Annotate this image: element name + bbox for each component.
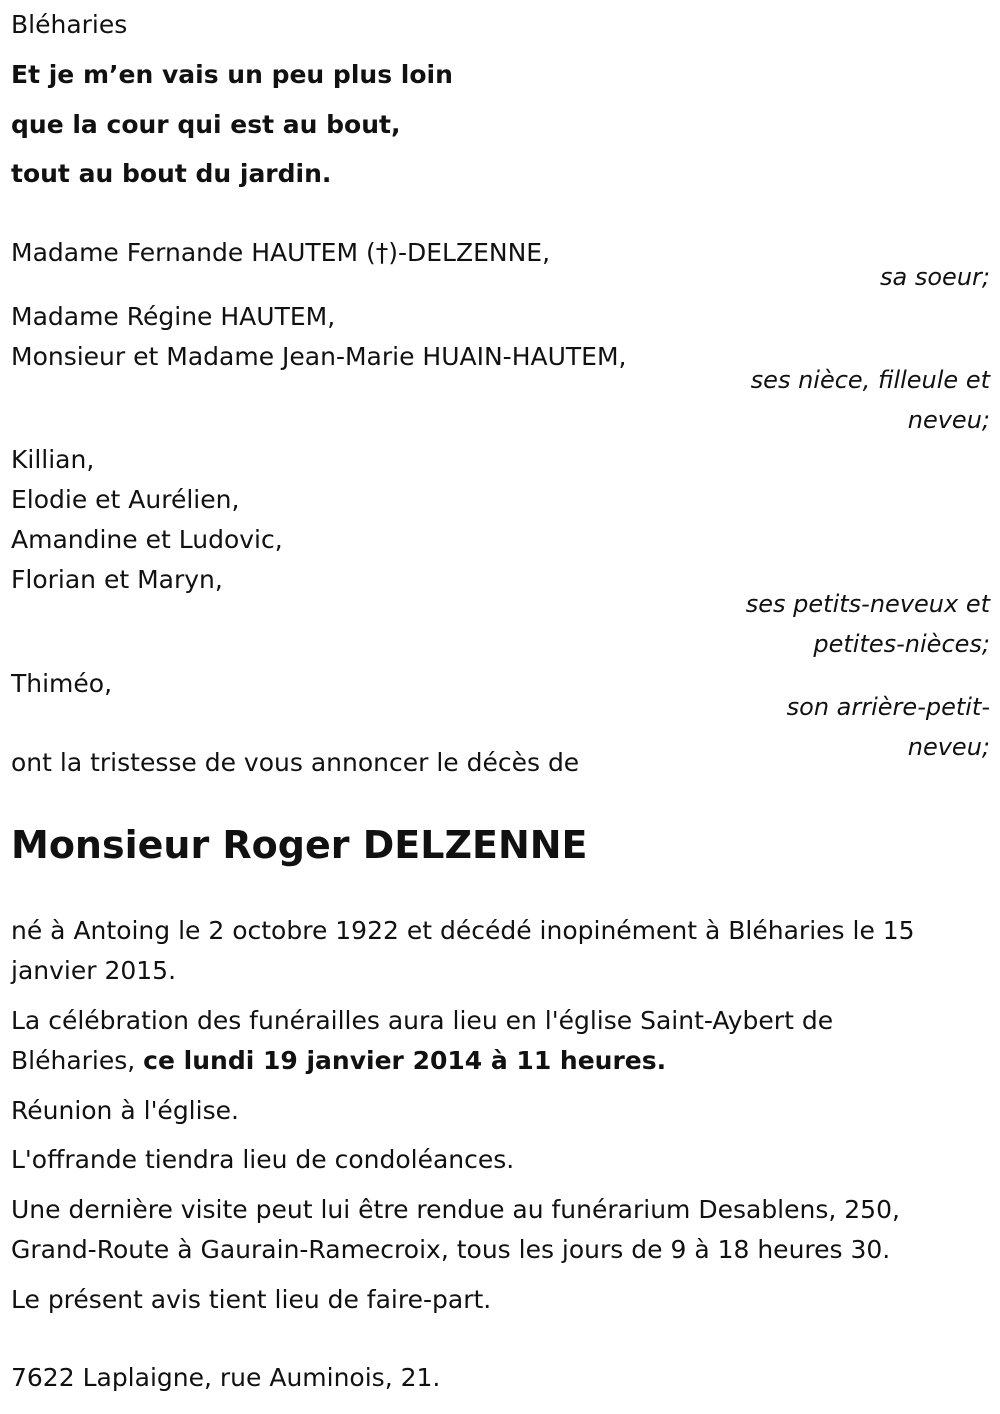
funeral-place: Bléharies, [11,1046,144,1075]
announcement-text: ont la tristesse de vous annoncer le décès de [11,748,580,777]
family-relation: neveu; [907,733,990,761]
address-line: 7622 Laplaigne, rue Auminois, 21. [11,1363,441,1392]
visit-line-1: Une dernière visite peut lui être rendue au funérarium Desablens, 250, [11,1195,900,1224]
deceased-name: Monsieur Roger DELZENNE [11,823,588,867]
family-name: Amandine et Ludovic, [11,525,283,554]
family-relation: neveu; [907,406,990,434]
funeral-date: ce lundi 19 janvier 2014 à 11 heures. [143,1046,667,1075]
family-relation: ses petits-neveux et [745,590,990,618]
family-name: Monsieur et Madame Jean-Marie HUAIN-HAUTEM, [11,342,627,371]
family-name: Madame Régine HAUTEM, [11,302,336,331]
family-relation: sa soeur; [880,263,990,291]
visit-line-2: Grand-Route à Gaurain-Ramecroix, tous les jours de 9 à 18 heures 30. [11,1235,891,1264]
family-name: Madame Fernande HAUTEM (†)-DELZENNE, [11,238,551,267]
poem-line-3: tout au bout du jardin. [11,159,332,188]
family-relation: petites-nièces; [813,630,990,658]
family-relation: son arrière-petit- [786,693,990,721]
birth-death-line-1: né à Antoing le 2 octobre 1922 et décédé inopinément à Bléharies le 15 [11,916,915,945]
meeting-line: Réunion à l'église. [11,1096,239,1125]
family-name: Florian et Maryn, [11,565,223,594]
family-name: Killian, [11,445,95,474]
funeral-line-1: La célébration des funérailles aura lieu en l'église Saint-Aybert de [11,1006,834,1035]
funeral-line-2 [11,1041,666,1081]
place-line: Bléharies [11,10,128,39]
birth-death-line-2: janvier 2015. [11,956,177,985]
poem-line-2: que la cour qui est au bout, [11,110,401,139]
family-name: Elodie et Aurélien, [11,485,240,514]
poem-line-1: Et je m’en vais un peu plus loin [11,60,453,89]
notice-line: Le présent avis tient lieu de faire-part. [11,1285,492,1314]
family-relation: ses nièce, filleule et [750,366,990,394]
family-name: Thiméo, [11,669,113,698]
offering-line: L'offrande tiendra lieu de condoléances. [11,1145,515,1174]
